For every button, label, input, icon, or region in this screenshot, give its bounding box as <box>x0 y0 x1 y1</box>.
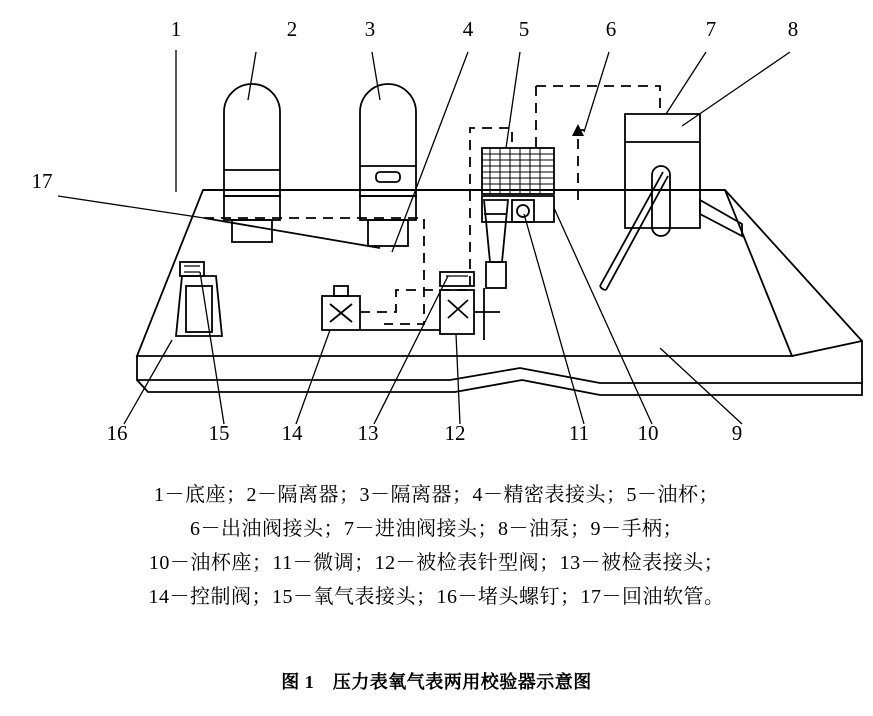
leader-5 <box>506 52 520 148</box>
separator-2-collar <box>224 196 280 220</box>
oxygen-connector-stand <box>176 276 222 336</box>
callout-1: 1 <box>170 17 182 41</box>
leader-9 <box>660 348 742 424</box>
precision-connector-nut <box>486 262 506 288</box>
legend-block <box>0 478 873 614</box>
tube-top-to-pump <box>536 86 660 114</box>
callout-16: 16 <box>106 421 128 445</box>
control-valve-stem <box>334 286 348 296</box>
legend-line-1: 1－底座；2－隔离器；3－隔离器；4－精密表接头；5－油杯； <box>154 484 719 506</box>
callout-3: 3 <box>364 17 376 41</box>
callout-6: 6 <box>605 17 617 41</box>
base-front-face <box>137 341 862 383</box>
callout-7: 7 <box>705 17 717 41</box>
plug-screw-thread <box>184 266 200 272</box>
precision-connector-post <box>484 200 508 262</box>
leader-10 <box>554 208 652 424</box>
control-valve-cross <box>330 304 352 322</box>
needle-valve-body <box>440 290 474 334</box>
separator-3-body <box>360 84 416 196</box>
oil-pump-body <box>625 114 700 228</box>
legend-line-3: 10－油杯座；11－微调；12－被检表针型阀；13－被检表接头； <box>148 552 725 574</box>
callout-14: 14 <box>281 421 303 445</box>
callout-9: 9 <box>731 421 743 445</box>
callout-17: 17 <box>31 169 53 193</box>
callout-12: 12 <box>444 421 466 445</box>
leader-3 <box>372 52 380 100</box>
callout-11: 11 <box>568 421 590 445</box>
leader-14 <box>296 330 330 424</box>
leader-16 <box>124 340 172 424</box>
leader-11 <box>524 214 584 424</box>
leader-2 <box>248 52 256 100</box>
oil-cup-body <box>482 148 554 194</box>
base-top-surface <box>137 190 792 356</box>
pump-handle-rod-2 <box>606 176 668 290</box>
base-right-edge <box>725 190 862 341</box>
callout-4: 4 <box>462 17 474 41</box>
separator-2-body <box>224 84 280 196</box>
legend-line-2: 6－出油阀接头；7－进油阀接头；8－油泵；9－手柄； <box>190 518 683 540</box>
fine-adjust-block <box>512 200 534 222</box>
oil-cup-hatch <box>482 148 554 194</box>
callout-10: 10 <box>637 421 659 445</box>
return-hose <box>204 218 380 248</box>
leader-7 <box>666 52 706 114</box>
leader-4 <box>392 52 468 252</box>
figure-caption: 图 1 压力表氧气表两用校验器示意图 <box>281 672 592 692</box>
fine-adjust-knob <box>517 205 529 217</box>
callout-13: 13 <box>357 421 379 445</box>
callout-5: 5 <box>518 17 530 41</box>
callout-8: 8 <box>787 17 799 41</box>
leader-13 <box>374 276 448 424</box>
pump-handle-tip <box>600 286 606 290</box>
internal-tubing <box>204 86 660 324</box>
legend-line-4: 14－控制阀；15－氧气表接头；16－堵头螺钉；17－回油软管。 <box>148 586 725 608</box>
leader-17 <box>58 196 204 218</box>
tested-gauge-connector <box>440 272 474 286</box>
tube-16-to-14 <box>204 218 424 324</box>
needle-valve-cross <box>448 300 468 318</box>
leader-6 <box>584 52 609 132</box>
separator-3-collar <box>360 196 416 220</box>
callout-2: 2 <box>286 17 298 41</box>
callout-15: 15 <box>208 421 230 445</box>
separator-3-window <box>376 172 400 182</box>
